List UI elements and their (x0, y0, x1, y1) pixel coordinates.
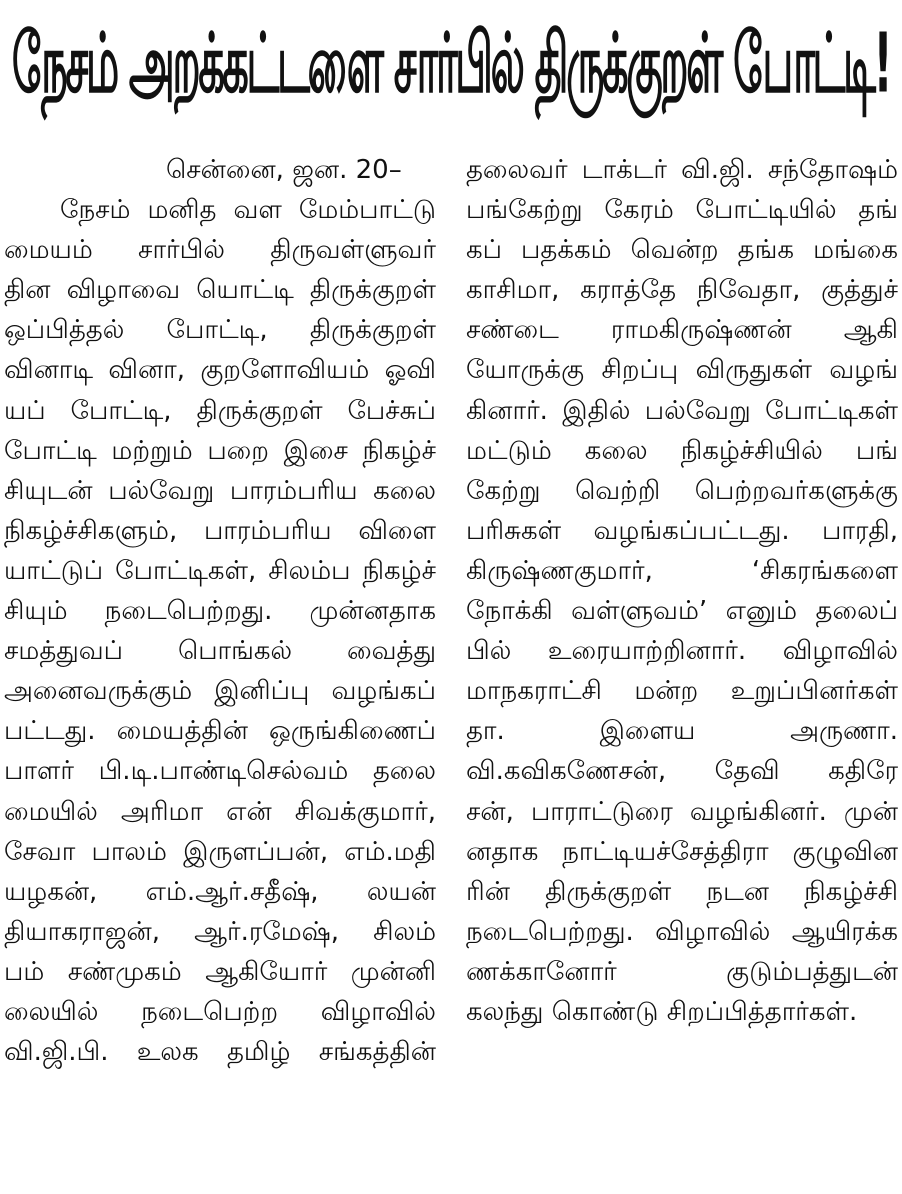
article-line: காசிமா, கராத்தே நிவேதா, குத்துச் (466, 275, 898, 306)
article-line: நோக்கி வள்ளுவம்’ எனும் தலைப் (466, 596, 898, 627)
article-line: யழகன், எம்.ஆர்.சதீஷ், லயன் (4, 876, 436, 907)
article-line: பாளர் பி.டி.பாண்டிசெல்வம் தலை (4, 756, 436, 787)
article-line: தின விழாவை யொட்டி திருக்குறள் (4, 275, 436, 306)
headline-text: நேசம் அறக்கட்டளை சார்பில் திருக்குறள் போட்டி! (11, 17, 891, 112)
article-line: பரிசுகள் வழங்கப்பட்டது. பாரதி, (466, 515, 898, 546)
article-line: நடைபெற்றது. விழாவில் ஆயிரக்க (466, 916, 898, 947)
article-line: வி.ஜி.பி. உலக தமிழ் சங்கத்தின் (4, 1037, 436, 1068)
article-line: யாட்டுப் போட்டிகள், சிலம்ப நிகழ்ச் (4, 555, 436, 586)
article-line: கப் பதக்கம் வென்ற தங்க மங்கை (466, 235, 898, 266)
article-line: வி.கவிகணேசன், தேவி கதிரே (466, 756, 898, 787)
article-line: சன், பாராட்டுரை வழங்கினர். முன் (466, 796, 898, 827)
article-line: கேற்று வெற்றி பெற்றவர்களுக்கு (466, 475, 898, 506)
article-column-right (466, 150, 898, 1032)
article-line: ரின் திருக்குறள் நடன நிகழ்ச்சி (466, 876, 898, 907)
article-line: தா. இளைய அருணா. (466, 716, 898, 747)
article-line: அனைவருக்கும் இனிப்பு வழங்கப் (4, 676, 436, 707)
article-line: மையில் அரிமா என் சிவக்குமார், (4, 796, 436, 827)
article-line: ணக்கானோர் குடும்பத்துடன் (466, 956, 898, 987)
article-line: சேவா பாலம் இருளப்பன், எம்.மதி (4, 836, 436, 867)
article-line: லையில் நடைபெற்ற விழாவில் (4, 996, 436, 1027)
article-line: பங்கேற்று கேரம் போட்டியில் தங் (466, 195, 898, 226)
article-line: நிகழ்ச்சிகளும், பாரம்பரிய விளை (4, 515, 436, 546)
article-line: நேசம் மனித வள மேம்பாட்டு (60, 195, 436, 226)
article-line: பில் உரையாற்றினார். விழாவில் (466, 636, 898, 667)
article-line: யோருக்கு சிறப்பு விருதுகள் வழங் (466, 355, 898, 386)
article-line: போட்டி மற்றும் பறை இசை நிகழ்ச் (4, 435, 436, 466)
article-line: கிருஷ்ணகுமார், ‘சிகரங்களை (466, 555, 898, 586)
article-line: யப் போட்டி, திருக்குறள் பேச்சுப் (4, 395, 436, 426)
article-line: மட்டும் கலை நிகழ்ச்சியில் பங் (466, 435, 898, 466)
article-line: கினார். இதில் பல்வேறு போட்டிகள் (466, 395, 898, 426)
article-line: சியுடன் பல்வேறு பாரம்பரிய கலை (4, 475, 436, 506)
article-line: மாநகராட்சி மன்ற உறுப்பினர்கள் (466, 676, 898, 707)
article-line: பட்டது. மையத்தின் ஒருங்கிணைப் (4, 716, 436, 747)
headline (0, 0, 902, 140)
article-line: பம் சண்முகம் ஆகியோர் முன்னி (4, 956, 436, 987)
article-line: சமத்துவப் பொங்கல் வைத்து (4, 636, 436, 667)
article-line: சண்டை ராமகிருஷ்ணன் ஆகி (466, 315, 898, 346)
article-line: தலைவர் டாக்டர் வி.ஜி. சந்தோஷம் (466, 155, 898, 185)
article-line: சியும் நடைபெற்றது. முன்னதாக (4, 596, 436, 627)
article-line: தியாகராஜன், ஆர்.ரமேஷ், சிலம் (4, 916, 436, 947)
article-line: மையம் சார்பில் திருவள்ளுவர் (4, 235, 436, 266)
article-column-left (4, 150, 436, 1072)
article-line: கலந்து கொண்டு சிறப்பித்தார்கள். (466, 996, 858, 1027)
dateline: சென்னை, ஜன. 20– (166, 155, 402, 185)
article-line: வினாடி வினா, குறளோவியம் ஓவி (4, 355, 436, 386)
article-line: னதாக நாட்டியச்சேத்திரா குழுவின (466, 836, 898, 867)
article-line: ஒப்பித்தல் போட்டி, திருக்குறள் (4, 315, 436, 346)
